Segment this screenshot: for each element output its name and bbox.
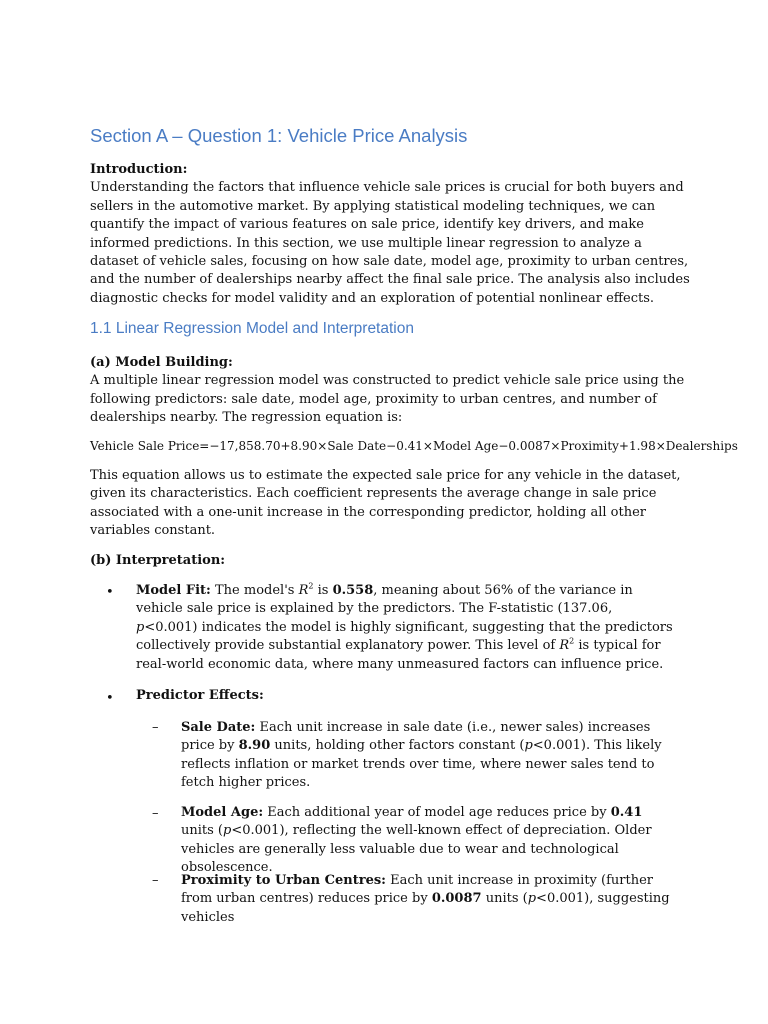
bullet-model-fit: • [106, 585, 114, 600]
predictor-effects-label: Predictor Effects: [136, 688, 264, 703]
model-age-coefficient: 0.41 [610, 805, 643, 820]
regression-equation: Vehicle Sale Price=−17,858.70+8.90×Sale Date−0.41×Model Age−0.0087×Proximity+1.98×Dealerships [90, 439, 738, 453]
r-squared-superscript: 2 [308, 581, 314, 591]
dash-sale-date: – [152, 720, 159, 735]
r-squared-superscript-2: 2 [569, 636, 575, 646]
introduction-paragraph [90, 161, 690, 308]
p-symbol: p [136, 619, 145, 635]
interpretation-heading-text: (b) Interpretation: [90, 553, 226, 568]
proximity-text-2: units ( [481, 891, 528, 907]
model-age-label: Model Age: [181, 805, 264, 820]
model-fit-text-2: is [313, 583, 333, 598]
model-fit-text-5: is typical for real-world economic data, where many unmeasured factors can influence price. [136, 638, 664, 672]
proximity-text-1: Each unit increase in proximity (further from urban centres) reduces price by [181, 873, 654, 907]
sale-date-coefficient: 8.90 [238, 738, 271, 754]
interpretation-heading [90, 552, 690, 570]
sale-date-label: Sale Date: [181, 720, 256, 735]
dash-proximity: – [152, 873, 159, 888]
r-squared-symbol: R [298, 583, 309, 598]
p-symbol: p [524, 738, 533, 754]
subsection-title: 1.1 Linear Regression Model and Interpretation [90, 320, 414, 337]
model-building-heading: (a) Model Building: [90, 355, 233, 370]
model-fit-text-4: <0.001) indicates the model is highly significant, suggesting that the predictors collectively provide substantial explanatory power. This level of [136, 619, 673, 654]
model-fit-label: Model Fit: [136, 583, 211, 598]
r-squared-value: 0.558 [332, 583, 374, 598]
dash-model-age: – [152, 806, 159, 821]
introduction-text: Understanding the factors that influence vehicle sale prices is crucial for both buyers and sellers in the automotive market. By applying statistical modeling techniques, we can quantify the impact of various features on sale price, identify key drivers, and make informed predictions. In this section, we use multiple linear regression to analyze a dataset of vehicle sales, focusing on how sale date, model age, proximity to urban centres, and the number of dealerships nearby affect the final sale price. The analysis also includes diagnostic checks for model validity and an exploration of potential nonlinear effects. [90, 180, 690, 306]
predictor-effects-item [136, 687, 676, 705]
model-fit-text-3: , meaning about 56% of the variance in vehicle sale price is explained by the predictors. The F-statistic (137.06, [136, 583, 633, 617]
proximity-item [181, 872, 676, 927]
proximity-label: Proximity to Urban Centres: [181, 873, 386, 888]
sale-date-text-2: units, holding other factors constant ( [270, 738, 525, 754]
proximity-text-3: <0.001), suggesting vehicles [181, 891, 670, 925]
model-age-text-2: units ( [181, 823, 224, 839]
sale-date-text-3: <0.001). This likely reflects inflation or market trends over time, where newer sales tend to fetch higher prices. [181, 738, 662, 791]
proximity-coefficient: 0.0087 [431, 891, 482, 907]
bullet-predictor-effects: • [106, 691, 114, 706]
model-fit-text-1: The model's [210, 583, 299, 598]
model-building-paragraph [90, 354, 690, 428]
model-fit-item [136, 582, 676, 674]
model-building-text: A multiple linear regression model was constructed to predict vehicle sale price using the following predictors: sale date, model age, proximity to urban centres, and number of dealerships nearby. The regression equation is: [90, 373, 685, 426]
model-age-text-1: Each additional year of model age reduces price by [263, 805, 611, 820]
p-symbol: p [223, 823, 232, 839]
p-symbol: p [527, 891, 537, 907]
section-title: Section A – Question 1: Vehicle Price Analysis [90, 125, 468, 146]
sale-date-text-1: Each unit increase in sale date (i.e., newer sales) increases price by [181, 720, 651, 754]
r-squared-symbol-2: R [559, 638, 570, 654]
equation-explanation: This equation allows us to estimate the expected sale price for any vehicle in the dataset, given its characteristics. Each coefficient represents the average change in sale price associated with a one-unit increase in the corresponding predictor, holding all other variables constant. [90, 468, 681, 539]
model-age-item [181, 804, 676, 878]
introduction-heading: Introduction: [90, 162, 188, 177]
model-age-text-3: <0.001), reflecting the well-known effect of depreciation. Older vehicles are generally less valuable due to wear and technological obsolescence. [181, 823, 652, 876]
sale-date-item [181, 719, 676, 793]
